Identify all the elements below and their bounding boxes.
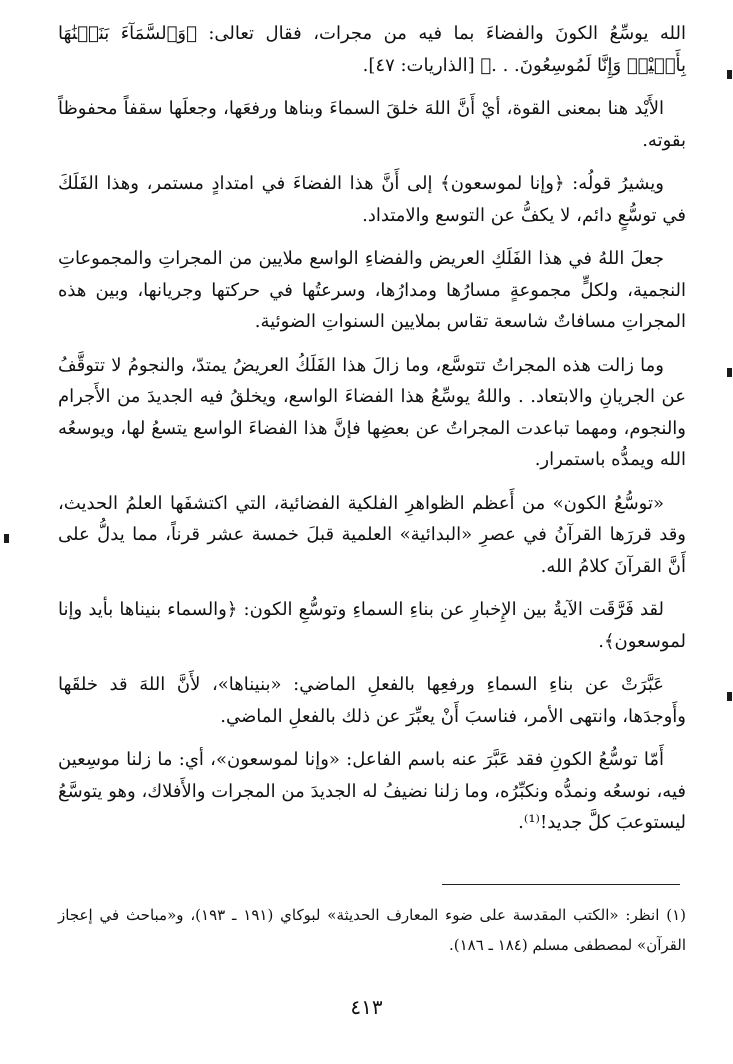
- paragraph-6: «توسُّعُ الكون» من أَعظم الظواهرِ الفلكية الفضائية، التي اكتشفَها العلمُ الحديث، وقد قررَها القرآنُ في عصرِ «البدائية» العلمية قبلَ خمسة عشر قرناً، مما يدلُّ على أَنَّ القرآنَ كلامُ الله.: [58, 492, 686, 577]
- paragraph-8: عَبَّرَتْ عن بناءِ السماءِ ورفعِها بالفعلِ الماضي: «بنيناها»، لأَنَّ اللهَ قد خلقَها وأَوجدَها، وانتهى الأمر، فناسبَ أَنْ يعبِّرَ عن ذلك بالفعلِ الماضي.: [58, 674, 686, 727]
- margin-mark: [727, 70, 732, 79]
- footnote: (١) انظر: «الكتب المقدسة على ضوء المعارف الحديثة» لبوكاي (١٩١ ـ ١٩٣)، و«مباحث في إعجاز القرآن» لمصطفى مسلم (١٨٤ ـ ١٨٦).: [58, 906, 687, 954]
- paragraph-3: ويشيرُ قولُه: ﴿وإنا لموسعون﴾ إلى أَنَّ هذا الفضاءَ في امتدادٍ مستمر، وهذا الفَلَكَ في توسُّعٍ دائم، لا يكفُّ عن التوسع والامتداد.: [58, 173, 686, 226]
- paragraph-5: وما زالت هذه المجراتُ تتوسَّع، وما زالَ هذا الفَلَكُ العريضُ يمتدّ، والنجومُ لا تتوقَّفُ عن الجريانِ والابتعاد. . واللهُ يوسِّعُ هذا الفضاءَ الواسع، ويخلقُ فيه الجديدَ من الأَجرام والنجوم، ومهما تباعدت المجراتُ عن بعضِها فإنَّ هذا الفضاءَ الواسع يتسعُ لها، ويوسعُه الله ويمدُّه باستمرار.: [58, 354, 686, 470]
- margin-mark: [727, 368, 732, 377]
- paragraph-1: الله يوسِّعُ الكونَ والفضاءَ بما فيه من مجرات، فقال تعالى: ﴿وَٱلسَّمَآءَ بَنَيۡنَٰهَا بِأَيۡيْدٖ وَإِنَّا لَمُوسِعُونَ. . .﴾ [الذاريات: ٤٧].: [58, 23, 686, 76]
- paragraph-2: الأَيْد هنا بمعنى القوة، أيْ أَنَّ اللهَ خلقَ السماءَ وبناها ورفعَها، وجعلَها سقفاً محفوظاً بقوته.: [58, 98, 686, 151]
- page-number: ٤١٣: [350, 995, 383, 1019]
- margin-mark: [4, 534, 9, 543]
- footnote-divider: [442, 884, 680, 885]
- margin-mark: [727, 692, 732, 701]
- paragraph-9: أَمّا توسُّعُ الكونِ فقد عَبَّرَ عنه باسم الفاعل: «وإنا لموسعون»، أي: ما زلنا موسِعين فيه، نوسعُه ونمدُّه ونكبِّرُه، وما زلنا نضيفُ له الجديدَ من المجرات والأَفلاك، وهو يتوسَّعُ ليستوعبَ كلَّ جديد!⁽¹⁾.: [58, 749, 686, 833]
- main-text: [58, 18, 686, 851]
- paragraph-7: لقد فَرَّقَت الآيةُ بين الإِخبارِ عن بناءِ السماءِ وتوسُّعِ الكون: ﴿والسماء بنيناها بأيد وإنا لموسعون﴾.: [58, 599, 686, 652]
- paragraph-4: جعلَ اللهُ في هذا الفَلَكِ العريض والفضاءِ الواسع ملايين من المجراتِ والمجموعاتِ النجمية، ولكلٍّ مجموعةٍ مسارُها ومدارُها، وسرعتُها في حركتها وجريانها، وبين هذه المجراتِ مسافاتٌ شاسعة تقاس بملايين السنواتِ الضوئية.: [58, 248, 686, 332]
